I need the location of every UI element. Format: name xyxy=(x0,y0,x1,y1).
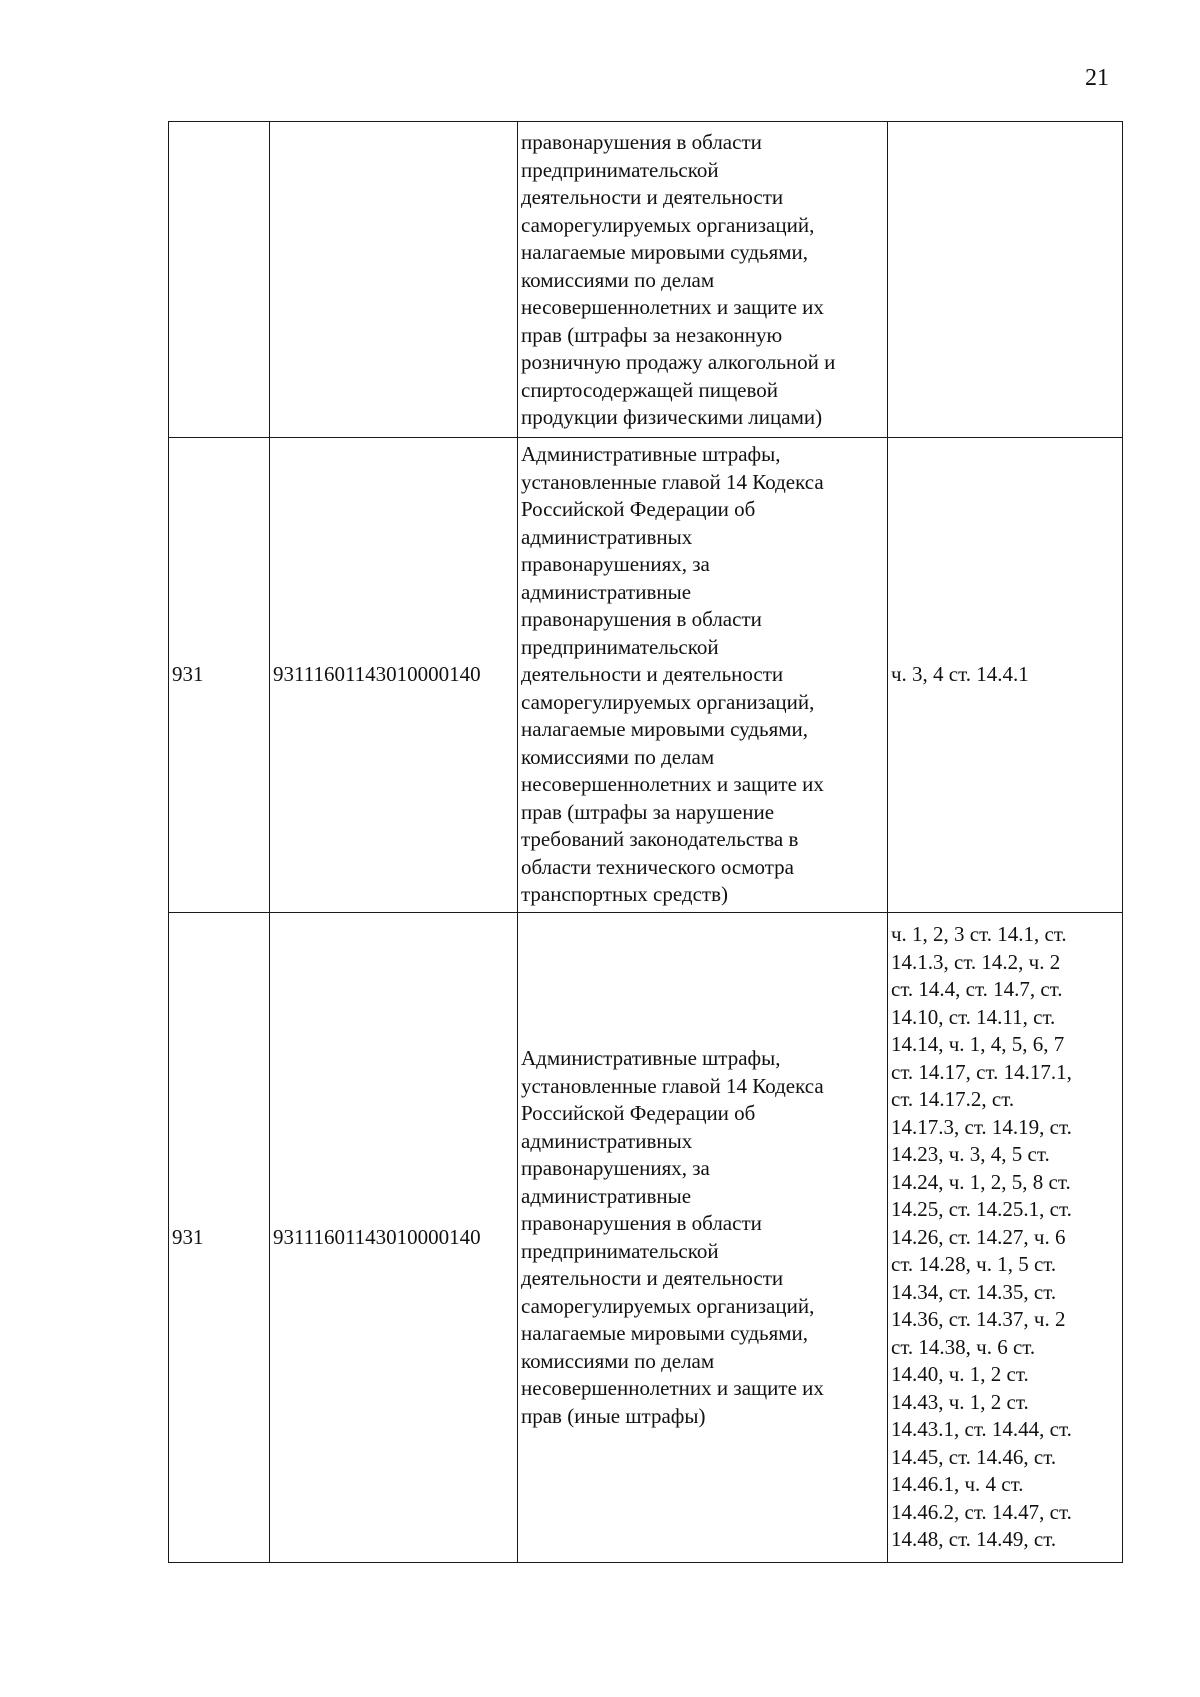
article-line: ст. 14.4, ст. 14.7, ст. xyxy=(891,977,1063,1002)
description-line: транспортных средств) xyxy=(521,882,729,907)
description-cell xyxy=(518,122,888,438)
article-line: 14.40, ч. 1, 2 ст. xyxy=(891,1362,1029,1387)
article-line: ст. 14.17, ст. 14.17.1, xyxy=(891,1059,1072,1084)
description-line: несовершеннолетних и защите их xyxy=(521,1376,824,1400)
description-line: спиртосодержащей пищевой xyxy=(521,377,778,402)
article-line: ст. 14.38, ч. 6 ст. xyxy=(891,1334,1036,1359)
description-line: правонарушения в области xyxy=(521,130,762,155)
description-line: требований законодательства в xyxy=(521,827,799,852)
admin-code-cell: 931 xyxy=(169,913,270,1563)
description-line: правонарушения в области xyxy=(521,1211,762,1235)
article-line: 14.48, ст. 14.49, ст. xyxy=(891,1527,1057,1552)
description-line: деятельности и деятельности xyxy=(521,662,784,687)
description-line: розничную продажу алкогольной и xyxy=(521,350,836,375)
description-line: саморегулируемых организаций, xyxy=(521,212,815,237)
kbk-cell: 93111601143010000140 xyxy=(270,913,518,1563)
table-row xyxy=(169,438,1123,913)
description-line: комиссиями по делам xyxy=(521,267,715,292)
description-line: административных xyxy=(521,524,693,549)
description-cell xyxy=(518,913,888,1563)
description-line: налагаемые мировыми судьями, xyxy=(521,240,809,265)
description-line: административные xyxy=(521,579,692,604)
article-line: 14.45, ст. 14.46, ст. xyxy=(891,1444,1057,1469)
description-line: налагаемые мировыми судьями, xyxy=(521,717,809,742)
article-line: 14.26, ст. 14.27, ч. 6 xyxy=(891,1224,1066,1249)
article-line: 14.14, ч. 1, 4, 5, 6, 7 xyxy=(891,1032,1065,1057)
article-line: 14.43.1, ст. 14.44, ст. xyxy=(891,1417,1072,1442)
admin-code-cell xyxy=(169,122,270,438)
article-line: 14.46.1, ч. 4 ст. xyxy=(891,1472,1024,1497)
articles-cell xyxy=(888,438,1123,913)
description-line: правонарушения в области xyxy=(521,607,762,632)
description-line: административные xyxy=(521,1183,692,1208)
description-line: Административные штрафы, xyxy=(521,1046,781,1070)
description-line: саморегулируемых организаций, xyxy=(521,689,815,714)
description-line: установленные главой 14 Кодекса xyxy=(521,1073,824,1098)
description-line: установленные главой 14 Кодекса xyxy=(521,469,824,494)
description-line: саморегулируемых организаций, xyxy=(521,1293,815,1318)
description-line: предпринимательской xyxy=(521,157,719,182)
article-line: 14.10, ст. 14.11, ст. xyxy=(891,1004,1056,1029)
description-line: предпринимательской xyxy=(521,1238,719,1263)
description-line: комиссиями по делам xyxy=(521,744,715,769)
article-line: 14.17.3, ст. 14.19, ст. xyxy=(891,1114,1072,1139)
description-line: прав (штрафы за нарушение xyxy=(521,799,775,824)
article-line: 14.25, ст. 14.25.1, ст. xyxy=(891,1197,1072,1222)
article-line: 14.24, ч. 1, 2, 5, 8 ст. xyxy=(891,1169,1071,1194)
description-line: предпринимательской xyxy=(521,634,719,659)
article-line: 14.43, ч. 1, 2 ст. xyxy=(891,1389,1029,1414)
description-line: прав (иные штрафы) xyxy=(521,1403,706,1428)
description-line: налагаемые мировыми судьями, xyxy=(521,1321,809,1345)
article-line: 14.23, ч. 3, 4, 5 ст. xyxy=(891,1142,1050,1167)
description-line: Российской Федерации об xyxy=(521,497,756,522)
description-line: несовершеннолетних и защите их xyxy=(521,772,824,797)
description-line: комиссиями по делам xyxy=(521,1348,715,1373)
description-line: правонарушениях, за xyxy=(521,552,710,577)
article-line: 14.34, ст. 14.35, ст. xyxy=(891,1279,1057,1304)
kbk-cell xyxy=(270,122,518,438)
table-row xyxy=(169,913,1123,1563)
description-line: Российской Федерации об xyxy=(521,1101,756,1125)
articles-cell xyxy=(888,122,1123,438)
fines-table xyxy=(168,121,1123,1563)
description-line: правонарушениях, за xyxy=(521,1156,710,1180)
description-line: деятельности и деятельности xyxy=(521,1266,784,1290)
article-line: ст. 14.17.2, ст. xyxy=(891,1087,1015,1112)
article-line: ч. 1, 2, 3 ст. 14.1, ст. xyxy=(891,922,1067,947)
description-line: области технического осмотра xyxy=(521,854,794,879)
description-line: Административные штрафы, xyxy=(521,442,781,467)
description-line: деятельности и деятельности xyxy=(521,185,784,210)
admin-code-cell: 931 xyxy=(169,438,270,913)
article-line: ст. 14.28, ч. 1, 5 ст. xyxy=(891,1252,1057,1277)
table-row xyxy=(169,122,1123,438)
description-line: несовершеннолетних и защите их xyxy=(521,295,824,320)
description-line: прав (штрафы за незаконную xyxy=(521,322,783,347)
description-line: административных xyxy=(521,1128,693,1153)
article-line: 14.36, ст. 14.37, ч. 2 xyxy=(891,1307,1066,1332)
article-line: 14.1.3, ст. 14.2, ч. 2 xyxy=(891,949,1061,974)
article-line: 14.46.2, ст. 14.47, ст. xyxy=(891,1499,1072,1524)
kbk-cell: 93111601143010000140 xyxy=(270,438,518,913)
description-cell xyxy=(518,438,888,913)
articles-cell xyxy=(888,913,1123,1563)
article-line: ч. 3, 4 ст. 14.4.1 xyxy=(891,662,1029,687)
page-number: 21 xyxy=(1085,65,1109,91)
description-line: продукции физическими лицами) xyxy=(521,405,823,430)
